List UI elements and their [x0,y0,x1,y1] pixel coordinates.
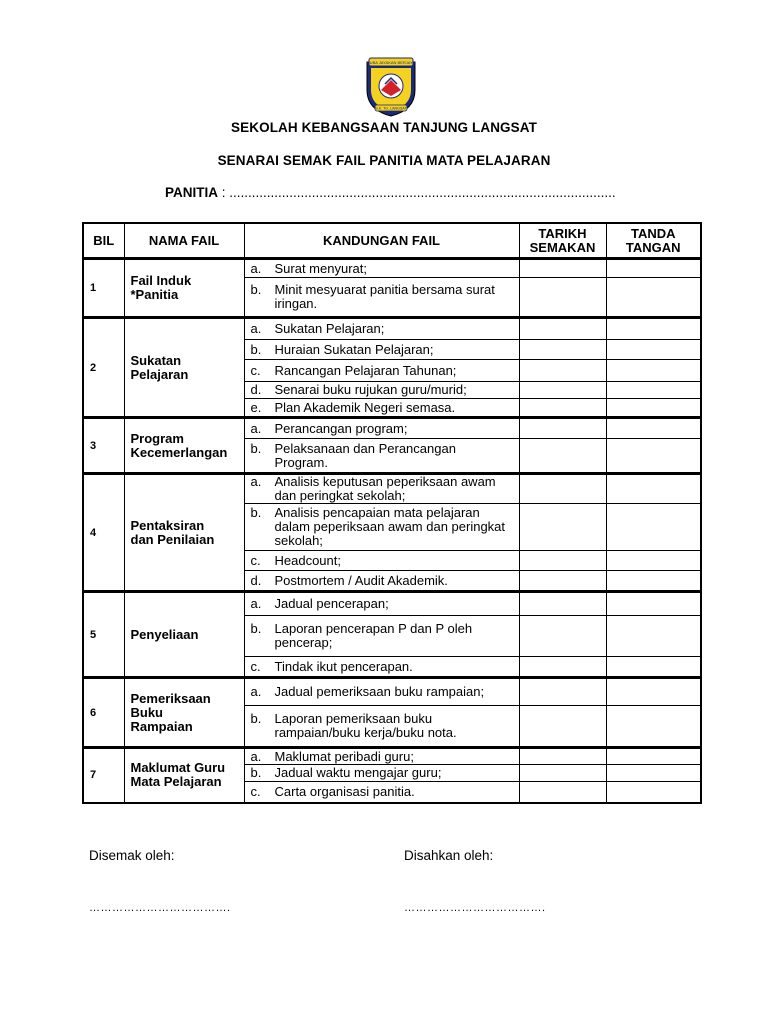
kandungan-item-content [251,475,513,503]
nama-fail-line: Buku [130,704,163,720]
row-bil: 6 [83,678,124,748]
nama-fail-line: Pentaksiran [130,517,205,533]
checked-by-label: Disemak oleh: [89,848,175,863]
item-letter: b. [250,711,262,726]
item-letter: c. [250,552,261,568]
table-row [83,474,701,504]
table-row [83,592,701,616]
tanda-tangan-cell[interactable] [606,782,701,803]
kandungan-item-content [251,712,513,740]
item-letter: b. [250,282,262,297]
item-letter: b. [250,440,262,456]
kandungan-item-content [251,343,513,357]
tanda-tangan-cell[interactable] [606,278,701,318]
item-text: Minit mesyuarat panitia bersama surat iringan. [274,282,495,311]
kandungan-item-content [251,574,513,588]
kandungan-item-content [251,506,513,548]
panitia-value[interactable]: : ....................................................................................................... [218,185,616,200]
kandungan-item [244,340,519,360]
item-letter: a. [250,321,262,336]
nama-fail-line: Mata Pelajaran [130,774,222,790]
table-row [83,418,701,439]
item-text: Headcount; [274,552,341,568]
table-row [83,678,701,706]
nama-fail-line: Fail Induk [130,273,192,288]
nama-fail-line: Kecemerlangan [130,444,228,460]
kandungan-item [244,504,519,551]
item-letter: c. [250,783,261,799]
tanda-tangan-cell[interactable] [606,259,701,278]
item-letter: b. [250,621,262,636]
tarikh-semakan-cell[interactable] [519,748,606,765]
row-bil: 2 [83,318,124,418]
header-tarikh-line2: SEMAKAN [529,239,596,255]
kandungan-item [244,616,519,657]
header-tanda-tangan [606,223,701,259]
tarikh-semakan-cell[interactable] [519,382,606,399]
tanda-tangan-cell[interactable] [606,657,701,678]
header-tanda-line1: TANDA [630,225,676,241]
kandungan-item-content [251,262,513,276]
kandungan-item [244,278,519,318]
tanda-tangan-cell[interactable] [606,765,701,782]
approved-by-label: Disahkan oleh: [404,848,494,863]
kandungan-item [244,418,519,439]
item-text: Rancangan Pelajaran Tahunan; [274,362,457,378]
item-text: Jadual waktu mengajar guru; [274,765,442,780]
panitia-line [165,185,616,200]
school-name: SEKOLAH KEBANGSAAN TANJUNG LANGSAT [231,120,537,135]
tanda-tangan-cell[interactable] [606,504,701,551]
kandungan-item [244,382,519,399]
header-nama-fail: NAMA FAIL [124,223,244,259]
item-letter: b. [250,765,262,780]
table-row [83,748,701,765]
kandungan-item-content [251,766,513,780]
row-nama-fail [124,678,244,748]
header-bil: BIL [83,223,124,259]
kandungan-item-content [251,622,513,650]
item-text: Huraian Sukatan Pelajaran; [274,341,434,357]
header-tanda-line2: TANGAN [625,239,681,255]
kandungan-item-content [251,685,513,699]
tanda-tangan-cell[interactable] [606,418,701,439]
kandungan-item-content [251,597,513,611]
tanda-tangan-cell[interactable] [606,551,701,571]
item-text: Pelaksanaan dan Perancangan Program. [274,440,456,470]
tanda-tangan-cell[interactable] [606,399,701,418]
item-letter: b. [250,505,262,520]
tanda-tangan-cell[interactable] [606,439,701,474]
item-text: Analisis keputusan peperiksaan awam dan peringkat sekolah; [274,474,496,503]
tarikh-semakan-cell[interactable] [519,318,606,340]
svg-text:CUBA JAYAKAN BERJAYA: CUBA JAYAKAN BERJAYA [366,60,416,66]
item-letter: a. [250,748,262,764]
item-text: Senarai buku rujukan guru/murid; [274,382,467,397]
tanda-tangan-cell[interactable] [606,318,701,340]
header-kandungan-fail: KANDUNGAN FAIL [244,223,519,259]
kandungan-item [244,706,519,748]
item-letter: a. [250,260,262,276]
nama-fail-line: dan Penilaian [130,531,215,547]
item-text: Laporan pemeriksaan buku rampaian/buku kerja/buku nota. [274,711,457,740]
item-letter: e. [250,399,262,415]
row-bil: 3 [83,418,124,474]
kandungan-item [244,551,519,571]
tarikh-semakan-cell[interactable] [519,399,606,418]
row-bil: 5 [83,592,124,678]
kandungan-item-content [251,785,513,799]
kandungan-item [244,765,519,782]
form-title: SENARAI SEMAK FAIL PANITIA MATA PELAJARAN [217,153,551,168]
item-text: Jadual pemeriksaan buku rampaian; [274,684,485,699]
kandungan-item [244,360,519,382]
header-tarikh-semakan [519,223,606,259]
kandungan-item [244,782,519,803]
nama-fail-line: Pemeriksaan [130,690,211,706]
tarikh-semakan-cell[interactable] [519,657,606,678]
item-letter: a. [250,420,262,436]
kandungan-item-content [251,401,513,415]
tarikh-semakan-cell[interactable] [519,782,606,803]
tanda-tangan-cell[interactable] [606,382,701,399]
nama-fail-line: *Panitia [130,287,179,302]
kandungan-item [244,318,519,340]
tanda-tangan-cell[interactable] [606,360,701,382]
panitia-label: PANITIA [165,185,218,200]
item-text: Maklumat peribadi guru; [274,748,414,764]
kandungan-item [244,748,519,765]
kandungan-item [244,592,519,616]
approved-by-signature-line[interactable]: ………………………………. [404,902,546,914]
svg-text:S.K. TG. LANGSAT: S.K. TG. LANGSAT [375,106,407,111]
nama-fail-line: Program [130,430,184,446]
row-nama-fail [124,474,244,592]
row-nama-fail [124,748,244,803]
checked-by-signature-line[interactable]: ………………………………. [89,902,231,914]
tarikh-semakan-cell[interactable] [519,592,606,616]
item-letter: c. [250,658,261,674]
kandungan-item-content [251,322,513,336]
nama-fail-line: Maklumat Guru [130,760,226,776]
kandungan-item [244,571,519,592]
kandungan-item-content [251,283,513,311]
item-letter: b. [250,341,262,357]
item-text: Carta organisasi panitia. [274,783,415,799]
item-text: Sukatan Pelajaran; [274,321,385,336]
tanda-tangan-cell[interactable] [606,748,701,765]
tarikh-semakan-cell[interactable] [519,765,606,782]
tarikh-semakan-cell[interactable] [519,616,606,657]
kandungan-item-content [251,364,513,378]
row-nama-fail [124,318,244,418]
tarikh-semakan-cell[interactable] [519,360,606,382]
kandungan-item-content [251,660,513,674]
kandungan-item-content [251,442,513,470]
tanda-tangan-cell[interactable] [606,340,701,360]
nama-fail-line: Pelajaran [130,366,189,382]
nama-fail-line: Rampaian [130,718,193,734]
tarikh-semakan-cell[interactable] [519,678,606,706]
item-text: Surat menyurat; [274,260,367,276]
item-letter: a. [250,596,262,611]
tarikh-semakan-cell[interactable] [519,706,606,748]
kandungan-item [244,399,519,418]
kandungan-item [244,657,519,678]
checklist-table [82,222,702,804]
row-nama-fail [124,259,244,318]
table-row [83,318,701,340]
item-text: Perancangan program; [274,420,408,436]
tarikh-semakan-cell[interactable] [519,551,606,571]
table-header-row [83,223,701,259]
item-text: Analisis pencapaian mata pelajaran dalam peperiksaan awam dan peringkat sekolah; [274,505,506,548]
kandungan-item-content [251,554,513,568]
kandungan-item-content [251,750,513,764]
tanda-tangan-cell[interactable] [606,474,701,504]
checklist-body [83,259,701,803]
item-text: Tindak ikut pencerapan. [274,658,413,674]
item-letter: d. [250,572,262,588]
row-nama-fail [124,418,244,474]
tanda-tangan-cell[interactable] [606,616,701,657]
tarikh-semakan-cell[interactable] [519,278,606,318]
tanda-tangan-cell[interactable] [606,678,701,706]
item-text: Postmortem / Audit Akademik. [274,572,448,588]
tanda-tangan-cell[interactable] [606,571,701,592]
kandungan-item [244,678,519,706]
row-nama-fail [124,592,244,678]
kandungan-item-content [251,383,513,397]
nama-fail-line: Penyeliaan [130,626,199,642]
tanda-tangan-cell[interactable] [606,592,701,616]
tarikh-semakan-cell[interactable] [519,571,606,592]
school-crest-logo [363,56,419,118]
nama-fail-line: Sukatan [130,352,182,368]
item-text: Plan Akademik Negeri semasa. [274,399,456,415]
header-tarikh-line1: TARIKH [538,225,587,241]
item-letter: a. [250,474,262,489]
tarikh-semakan-cell[interactable] [519,474,606,504]
tarikh-semakan-cell[interactable] [519,340,606,360]
tarikh-semakan-cell[interactable] [519,504,606,551]
kandungan-item [244,259,519,278]
kandungan-item [244,474,519,504]
tarikh-semakan-cell[interactable] [519,259,606,278]
kandungan-item [244,439,519,474]
row-bil: 4 [83,474,124,592]
item-text: Jadual pencerapan; [274,596,389,611]
item-letter: d. [250,382,262,397]
tarikh-semakan-cell[interactable] [519,418,606,439]
tanda-tangan-cell[interactable] [606,706,701,748]
kandungan-item-content [251,422,513,436]
table-row [83,259,701,278]
item-letter: a. [250,684,262,699]
item-text: Laporan pencerapan P dan P oleh pencerap; [274,621,473,650]
row-bil: 7 [83,748,124,803]
row-bil: 1 [83,259,124,318]
item-letter: c. [250,362,261,378]
tarikh-semakan-cell[interactable] [519,439,606,474]
